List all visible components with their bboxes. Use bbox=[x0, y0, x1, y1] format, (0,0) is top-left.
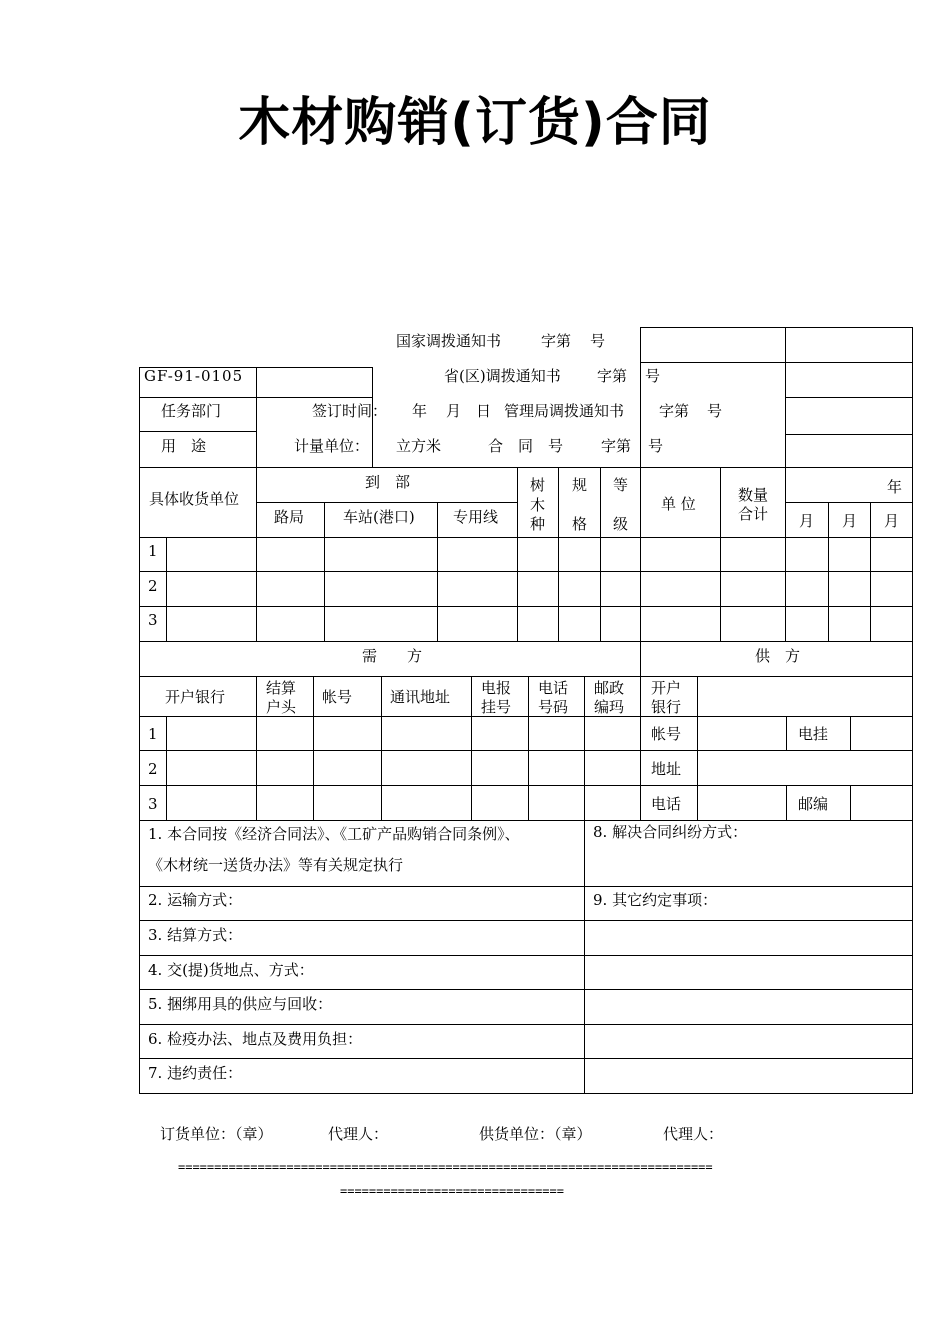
private-line-header: 专用线 bbox=[453, 508, 499, 526]
term-2: 2. 运输方式： bbox=[148, 891, 243, 909]
grade-header-1: 等 bbox=[613, 476, 629, 494]
buyer-unit-signature: 订货单位：（章） bbox=[160, 1125, 273, 1143]
day-label: 日 bbox=[476, 402, 492, 420]
separator-line-2: =============================== bbox=[340, 1184, 564, 1198]
unit-header: 单 位 bbox=[661, 495, 696, 513]
buyer-agent-label: 代理人： bbox=[328, 1125, 389, 1143]
goods-row-number: 2 bbox=[148, 577, 158, 595]
form-code: GF-91-0105 bbox=[144, 367, 244, 385]
consignee-header: 具体收货单位 bbox=[149, 490, 240, 508]
species-header-1: 树 bbox=[530, 476, 546, 494]
term-3: 3. 结算方式： bbox=[148, 926, 243, 944]
seller-telegram-label: 电挂 bbox=[798, 725, 829, 743]
zi-di-label: 字第 bbox=[597, 367, 628, 385]
bureau-notice-label: 管理局调拨通知书 bbox=[504, 402, 625, 420]
seller-postcode-label: 邮编 bbox=[798, 795, 829, 813]
province-notice-label: 省(区)调拨通知书 bbox=[444, 367, 561, 385]
bank-header: 开户银行 bbox=[165, 688, 226, 706]
usage-label: 用 途 bbox=[161, 437, 207, 455]
hao-label: 号 bbox=[648, 437, 664, 455]
party-row-number: 3 bbox=[148, 795, 158, 813]
seller-address-label: 地址 bbox=[651, 760, 682, 778]
settle-account-header-1: 结算 bbox=[266, 679, 297, 697]
telegram-header-1: 电报 bbox=[481, 679, 512, 697]
unit-label: 计量单位： bbox=[294, 437, 370, 455]
grade-header-2: 级 bbox=[613, 515, 629, 533]
zi-di-label: 字第 bbox=[601, 437, 632, 455]
goods-row-number: 3 bbox=[148, 611, 158, 629]
term-4: 4. 交(提)货地点、方式： bbox=[148, 961, 314, 979]
seller-bank-label-2: 银行 bbox=[651, 698, 682, 716]
destination-header: 到 部 bbox=[365, 473, 411, 491]
month-header-1: 月 bbox=[799, 512, 815, 530]
month-label: 月 bbox=[446, 402, 462, 420]
zi-di-label: 字第 bbox=[659, 402, 690, 420]
address-header: 通讯地址 bbox=[390, 688, 451, 706]
hao-label: 号 bbox=[590, 332, 606, 350]
term-7: 7. 违约责任： bbox=[148, 1064, 243, 1082]
buyer-header: 需 方 bbox=[362, 647, 423, 665]
phone-no-header-1: 电话 bbox=[538, 679, 569, 697]
separator-line-1: ========================================================================== bbox=[178, 1160, 713, 1174]
account-no-header: 帐号 bbox=[322, 688, 353, 706]
national-notice-label: 国家调拨通知书 bbox=[396, 332, 502, 350]
road-bureau-header: 路局 bbox=[274, 508, 305, 526]
telegram-header-2: 挂号 bbox=[481, 698, 512, 716]
term-5: 5. 捆绑用具的供应与回收： bbox=[148, 995, 333, 1013]
seller-bank-label-1: 开户 bbox=[651, 679, 682, 697]
year-label: 年 bbox=[412, 402, 428, 420]
seller-phone-label: 电话 bbox=[651, 795, 682, 813]
species-header-3: 种 bbox=[530, 515, 546, 533]
phone-no-header-2: 号码 bbox=[538, 698, 569, 716]
postal-header-1: 邮政 bbox=[594, 679, 625, 697]
term-1-line-2: 《木材统一送货办法》等有关规定执行 bbox=[148, 856, 404, 874]
unit-value: 立方米 bbox=[396, 437, 442, 455]
term-9: 9. 其它约定事项： bbox=[593, 891, 718, 909]
contract-no-label: 合 同 号 bbox=[488, 437, 564, 455]
month-header-3: 月 bbox=[884, 512, 900, 530]
postal-header-2: 编玛 bbox=[594, 698, 625, 716]
station-header: 车站(港口) bbox=[343, 508, 415, 526]
seller-agent-label: 代理人： bbox=[663, 1125, 724, 1143]
seller-header: 供 方 bbox=[755, 647, 801, 665]
goods-row-number: 1 bbox=[148, 542, 158, 560]
zi-di-label: 字第 bbox=[541, 332, 572, 350]
qty-total-header-1: 数量 bbox=[738, 486, 769, 504]
hao-label: 号 bbox=[707, 402, 723, 420]
party-row-number: 2 bbox=[148, 760, 158, 778]
species-header-2: 木 bbox=[530, 496, 546, 514]
spec-header-2: 格 bbox=[572, 515, 588, 533]
document-title: 木材购销(订货)合同 bbox=[238, 93, 712, 153]
spec-header-1: 规 bbox=[572, 476, 588, 494]
task-dept-label: 任务部门 bbox=[161, 402, 222, 420]
qty-total-header-2: 合计 bbox=[738, 505, 769, 523]
seller-account-label: 帐号 bbox=[651, 725, 682, 743]
party-row-number: 1 bbox=[148, 725, 158, 743]
term-1-line-1: 1. 本合同按《经济合同法》、《工矿产品购销合同条例》、 bbox=[148, 825, 520, 843]
term-6: 6. 检疫办法、地点及费用负担： bbox=[148, 1030, 363, 1048]
settle-account-header-2: 户头 bbox=[266, 698, 297, 716]
year-header: 年 bbox=[887, 478, 903, 496]
month-header-2: 月 bbox=[842, 512, 858, 530]
term-8: 8. 解决合同纠纷方式： bbox=[593, 823, 748, 841]
sign-time-label: 签订时间： bbox=[312, 402, 388, 420]
seller-unit-signature: 供货单位：（章） bbox=[479, 1125, 592, 1143]
hao-label: 号 bbox=[645, 367, 661, 385]
